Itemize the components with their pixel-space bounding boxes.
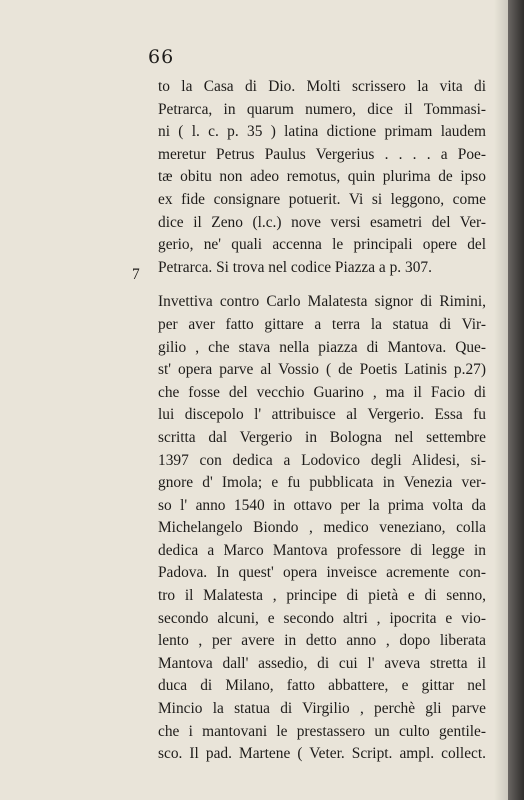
text-line: per aver fatto gittare a terra la statua di Vir- xyxy=(158,315,486,333)
body-text xyxy=(158,76,486,766)
text-line: meretur Petrus Paulus Vergerius . . . . a Poe- xyxy=(158,145,486,163)
text-line: lui discepolo l' attribuisce al Vergerio. Essa fu xyxy=(158,406,486,424)
text-line: st' opera parve al Vossio ( de Poetis Latinis p.27) xyxy=(158,361,486,379)
text-line: so l' anno 1540 in ottavo per la prima volta da xyxy=(158,496,486,514)
text-line: Invettiva contro Carlo Malatesta signor di Rimini, xyxy=(158,293,486,311)
text-line: lento , per avere in detto anno , dopo liberata xyxy=(158,632,486,650)
text-line: che fosse del vecchio Guarino , ma il Facio di xyxy=(158,383,486,401)
text-line: gerio, ne' quali accenna le principali opere del xyxy=(158,236,486,254)
text-line: dedica a Marco Mantova professore di legge in xyxy=(158,541,486,559)
text-line: Mantova dall' assedio, di cui l' aveva stretta il xyxy=(158,654,486,672)
item-number: 7 xyxy=(132,266,140,283)
text-line: to la Casa di Dio. Molti scrissero la vita di xyxy=(158,78,486,95)
text-line: dice il Zeno (l.c.) nove versi esametri del Ver- xyxy=(158,213,486,231)
text-line: gnore d' Imola; e fu pubblicata in Venezia ver- xyxy=(158,474,486,492)
text-line: Michelangelo Biondo , medico veneziano, colla xyxy=(158,519,486,537)
text-line: Padova. In quest' opera inveisce acremente con- xyxy=(158,564,486,582)
text-line: 1397 con dedica a Lodovico degli Alidesi, si- xyxy=(158,451,486,469)
page-edge-shadow xyxy=(508,0,524,800)
text-line: duca di Milano, fatto abbattere, e gittar nel xyxy=(158,677,486,695)
paragraph-2 xyxy=(158,291,486,765)
text-line: secondo alcuni, e secondo altri , ipocrita e vio- xyxy=(158,609,486,627)
text-line: che i mantovani le prestassero un culto gentile- xyxy=(158,722,486,740)
text-line: scritta dal Vergerio in Bologna nel settembre xyxy=(158,428,486,446)
text-line: sco. Il pad. Martene ( Veter. Script. ampl. collect. xyxy=(158,745,486,763)
text-line: Mincio la statua di Virgilio , perchè gli parve xyxy=(158,700,486,718)
text-line: tro il Malatesta , principe di pietà e di senno, xyxy=(158,587,486,605)
text-line: ex fide consignare potuerit. Vi si leggono, come xyxy=(158,190,486,208)
text-line: ni ( l. c. p. 35 ) latina dictione primam laudem xyxy=(158,123,486,141)
paragraph-1 xyxy=(158,76,486,279)
text-line: Petrarca, in quarum numero, dice il Tommasi- xyxy=(158,100,486,118)
page-number: 66 xyxy=(148,46,175,68)
text-line: tæ obitu non adeo remotus, quin plurima de ipso xyxy=(158,168,486,186)
show-through-smudge xyxy=(348,692,428,708)
text-line: Petrarca. Si trova nel codice Piazza a p. 307. xyxy=(158,258,432,276)
text-line: gilio , che stava nella piazza di Mantova. Que- xyxy=(158,338,486,356)
